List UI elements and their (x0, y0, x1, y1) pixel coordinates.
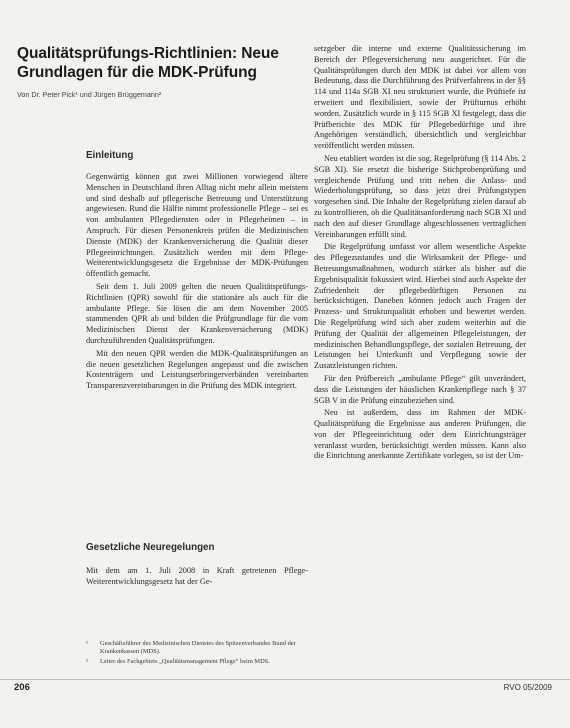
article-byline: Von Dr. Peter Pick¹ und Jürgen Brüggemann² (17, 90, 162, 99)
intro-paragraph: Mit den neuen QPR werden die MDK-Qualitätsprüfungen an die neuen gesetzlichen Regelungen angepasst und die zwischen Kostenträgern und Leistungserbringerverbänden vereinbarten Transparenzvereinbarungen in die Prüfung des MDK integriert. (86, 348, 308, 391)
footnote-text: Leiter des Fachgebiets „Qualitätsmanagement Pflege“ beim MDS. (100, 658, 270, 666)
footnote (86, 658, 308, 666)
body-paragraph: Neu ist außerdem, dass im Rahmen der MDK-Qualitätsprüfung die Ergebnisse aus anderen Prüfungen, die von der Pflegeeinrichtung oder dem Einrichtungsträger veranlasst wurden, berücksichtigt werden müssen. Kann also die Einrichtung anerkannte Zertifikate vorlegen, so ist der Um- (314, 408, 526, 461)
intro-text (86, 172, 308, 394)
law-text (86, 566, 308, 590)
footnote-number: ¹ (86, 640, 88, 647)
footnote-number: ² (86, 658, 88, 666)
body-paragraph: Die Regelprüfung umfasst vor allem wesentliche Aspekte des Pflegezustandes und die Wirksamkeit der Pflege- und Betreuungsmaßnahmen, wodurch stärker als bisher auf die Ergebnisqualität fokussiert wird. Hierbei sind auch Aspekte der Zufriedenheit der pflegebedürftigen Personen zu berücksichtigen. Daneben können jedoch auch Fragen der Prozess- und Strukturqualität erhoben und bewertet werden. Die Regelprüfung wird sich aber zudem weiterhin auf die Prüfung der Qualität der allgemeinen Pflegeleistungen, der medizinischen Behandlungspflege, der sozialen Betreuung, der Leistungen bei Unterkunft und Verpflegung sowie der Zusatzleistungen richten. (314, 242, 526, 371)
footnote-text: Geschäftsführer des Medizinischen Dienstes des Spitzenverbandes Bund der Krankenkassen (MDS). (100, 640, 296, 656)
intro-heading: Einleitung (86, 150, 134, 161)
footer-rule (0, 679, 570, 698)
right-column-text (314, 44, 526, 464)
intro-paragraph: Seit dem 1. Juli 2009 gelten die neuen Qualitätsprüfungs-Richtlinien (QPR) sowohl für die stationäre als auch für die ambulante Pflege. Sie lösen die am dem November 2005 stammenden QPR ab und bilden die Prüfgrundlage für die vom Medizinischen Dienst der Krankenversicherung (MDK) durchzuführenden Qualitätsprüfungen. (86, 281, 308, 345)
article-title: Qualitätsprüfungs-Richtlinien: Neue Grundlagen für die MDK-Prüfung (17, 45, 279, 81)
footnotes (86, 640, 308, 669)
body-paragraph: Für den Prüfbereich „ambulante Pflege“ gilt unverändert, dass die Leistungen der häuslichen Krankenpflege nach § 37 SGB V in die Prüfung einzubeziehen sind. (314, 373, 526, 405)
law-heading: Gesetzliche Neuregelungen (86, 542, 215, 553)
body-paragraph: setzgeber die interne und externe Qualitätssicherung im Bereich der Pflegeversicherung neu ausgerichtet. Für die Qualitätsprüfungen durch den MDK ist dabei vor allem von Bedeutung, dass die Durchführung des Prüfverfahrens in der §§ 114 und 114a SGB XI neu strukturiert wurde, die Prüftiefe ist erweitert und flexibilisiert, sowie der Prüfturnus erhöht worden. Zusätzlich wurde in § 115 SGB XI festgelegt, dass die Prüfberichte des MDK für Pflegebedürftige und ihre Angehörigen verständlich, übersichtlich und vergleichbar veröffentlicht werden müssen. (314, 44, 526, 151)
law-paragraph: Mit dem am 1. Juli 2008 in Kraft getretenen Pflege-Weiterentwicklungsgesetz hat der Ge- (86, 566, 308, 586)
footnote (86, 640, 308, 656)
issue-label: RVO 05/2009 (503, 683, 552, 692)
page-number: 206 (14, 682, 30, 693)
body-paragraph: Neu etabliert worden ist die sog. Regelprüfung (§ 114 Abs. 2 SGB XI). Sie ersetzt die bisherige Stichprobenprüfung und vergleichende Prüfung und tritt neben die Anlass- und Wiederholungsprüfung, so dass jetzt drei Prüfungstypen vorgesehen sind. Die Inhalte der Regelprüfung zielen darauf ab zu kontrollieren, ob die Qualitätsanforderung nach SGB XI und nach den auf dieser Grundlage abgeschlossenen vertraglichen Vereinbarungen erfüllt sind. (314, 153, 527, 239)
intro-paragraph: Gegenwärtig können gut zwei Millionen vorwiegend ältere Menschen in Deutschland ihren Alltag nicht mehr allein meistern und sind deshalb auf pflegerische Betreuung und Unterstützung angewiesen. Rund die Hälfte nimmt professionelle Pflege – sei es von ambulanten Pflegediensten oder in Pflegeheimen – in Anspruch. Für diesen Personenkreis prüfen die Medizinischen Dienste (MDK) der Krankenversicherung die Qualität dieser Pflegeeinrichtungen. Zusätzlich werden mit dem Pflege-Weiterentwicklungsgesetz die Ergebnisse der MDK-Prüfungen öffentlich gemacht. (86, 172, 308, 279)
